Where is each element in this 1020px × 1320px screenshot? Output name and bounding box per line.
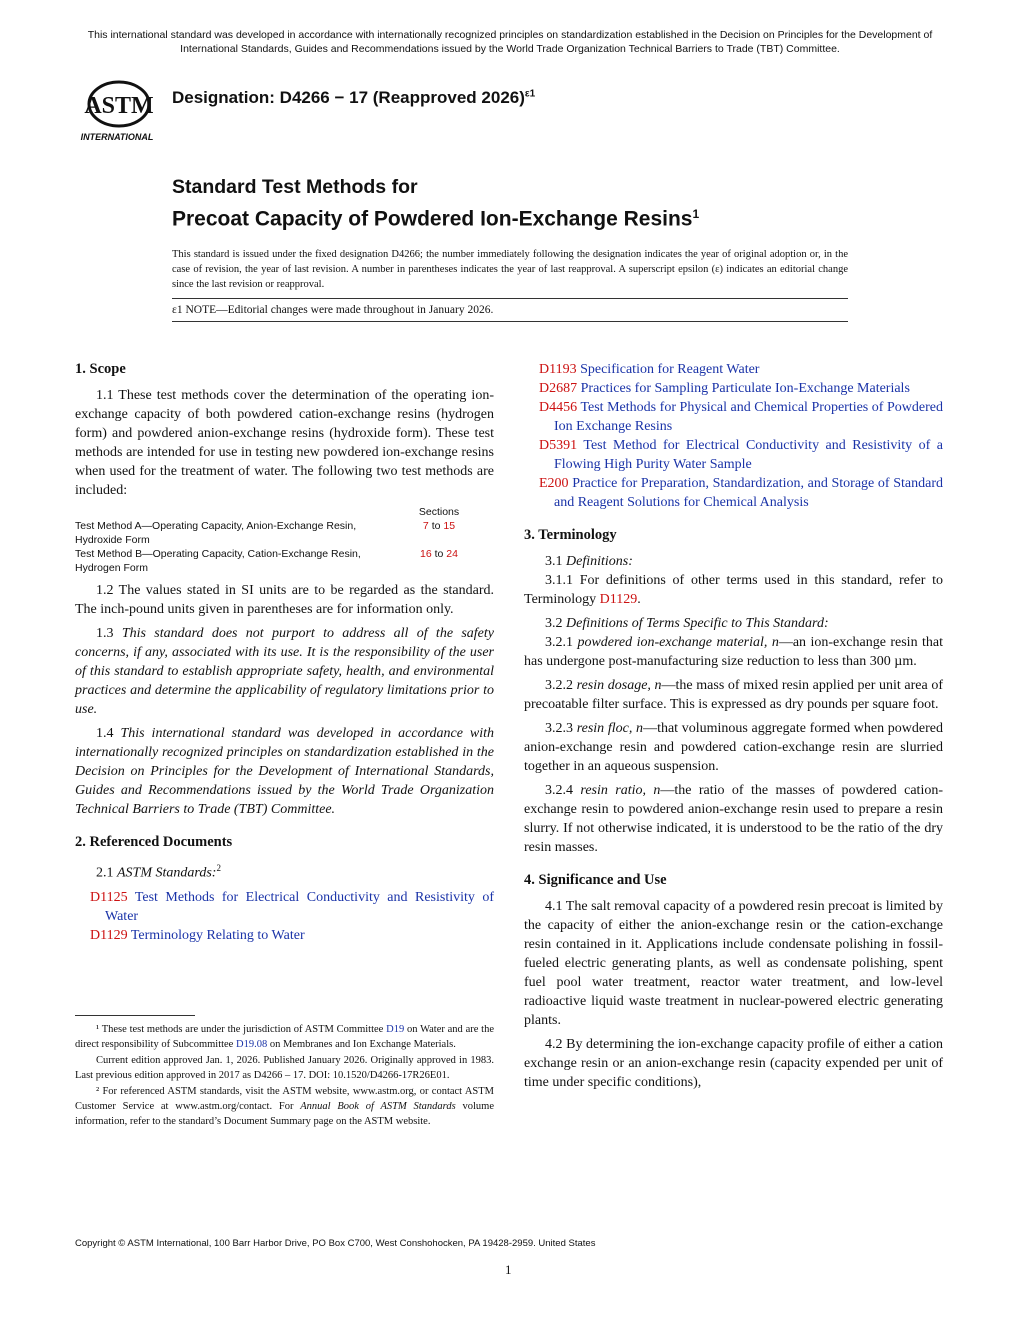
ref-title[interactable]: Specification for Reagent Water — [580, 362, 760, 377]
designation-text: Designation: D4266 − 17 (Reapproved 2026) — [172, 88, 525, 107]
ref-title[interactable]: Test Methods for Electrical Conductivity and Resistivity of Water — [105, 889, 494, 924]
title-line-1: Standard Test Methods for — [172, 176, 418, 198]
astm-international-logo — [72, 80, 162, 146]
ref-item[interactable] — [524, 398, 943, 436]
footnote-mark: 2 — [216, 863, 221, 873]
para-num: 2.1 — [96, 865, 114, 881]
term: resin ratio, n — [580, 783, 661, 798]
copyright: Copyright © ASTM International, 100 Barr Harbor Drive, PO Box C700, West Conshohocken, PA 19428-2959. United States — [75, 1238, 596, 1249]
ref-title[interactable]: Practices for Sampling Particulate Ion-Exchange Materials — [580, 381, 910, 396]
para-num: 3.2 — [545, 616, 563, 631]
section-heading-referenced: 2. Referenced Documents — [75, 834, 233, 850]
page-title — [172, 174, 699, 234]
fn-italic: Annual Book of ASTM Standards — [300, 1101, 456, 1112]
para-text: This standard does not purport to address all of the safety concerns, if any, associated with its use. It is the responsibility of the user of this standard to establish appropriate safety, health, and environmental practices and determine the applicability of regulatory limitations prior to use. — [75, 626, 494, 717]
para-text: Definitions of Terms Specific to This Standard: — [566, 616, 829, 631]
fn-link[interactable]: D19 — [386, 1024, 405, 1035]
designation — [172, 88, 535, 108]
para-num: 3.2.1 — [545, 635, 573, 650]
divider — [172, 321, 848, 322]
title-line-2: Precoat Capacity of Powdered Ion-Exchange Resins — [172, 207, 693, 231]
para-num: 3.1 — [545, 554, 563, 569]
section-heading-terminology: 3. Terminology — [524, 527, 617, 543]
section-link[interactable]: 7 — [422, 520, 429, 532]
definition-3-2-3 — [524, 719, 943, 776]
definition: —that voluminous aggregate formed when powdered anion-exchange resin and powdered cation-exchange resin are slurried together in an aqueous suspension. — [524, 721, 943, 774]
paragraph-1-3 — [75, 624, 494, 719]
para-text: ASTM Standards: — [117, 865, 217, 881]
definition-3-2-2 — [524, 676, 943, 714]
section-heading-scope: 1. Scope — [75, 361, 126, 377]
paragraph-1-4 — [75, 724, 494, 819]
fn-text: volume information, refer to the standard’s Document Summary page on the ASTM website. — [75, 1101, 495, 1127]
epsilon-note: ε1 NOTE—Editorial changes were made throughout in January 2026. — [172, 304, 494, 316]
svg-text:INTERNATIONAL: INTERNATIONAL — [80, 132, 154, 142]
ref-item[interactable] — [524, 360, 943, 379]
paragraph-1-2: 1.2 The values stated in SI units are to be regarded as the standard. The inch-pound units given in parentheses are for information only. — [75, 583, 494, 617]
fn-link[interactable]: D19.08 — [235, 1039, 268, 1050]
title-footnote-mark: 1 — [692, 207, 700, 221]
designation-epsilon: ε1 — [524, 88, 536, 100]
range-word: to — [434, 548, 444, 560]
definition: —the ratio of the masses of powdered cation-exchange resin to powdered anion-exchange resin used to prepare a resin slurry. If not otherwise indicated, it is understood to be the ratio of the dry resin masses. — [524, 783, 943, 855]
ref-title[interactable]: Test Method for Electrical Conductivity and Resistivity of a Flowing High Purity Water Sample — [554, 438, 944, 472]
method-b-label: Test Method B—Operating Capacity, Cation-Exchange Resin, Hydrogen Form — [75, 548, 361, 574]
ref-title[interactable]: Practice for Preparation, Standardization, and Storage of Standard and Reagent Solutions for Chemical Analysis — [554, 476, 943, 510]
term: powdered ion-exchange material, n — [577, 635, 779, 650]
ref-item[interactable] — [75, 926, 494, 945]
ref-code[interactable]: D4456 — [539, 400, 578, 415]
definition-3-2-4 — [524, 781, 943, 857]
section-heading-significance: 4. Significance and Use — [524, 872, 667, 888]
definition: —the mass of mixed resin applied per unit area of precoatable filter surface. This is expressed as dry pounds per square foot. — [524, 678, 943, 712]
term: resin dosage, n — [576, 678, 662, 693]
ref-item[interactable] — [524, 436, 943, 474]
ref-list-left — [75, 888, 494, 945]
fn-text: ² For referenced ASTM standards, visit the ASTM website, www.astm.org, or contact ASTM Customer Service at www.astm.org/contact. For — [75, 1086, 494, 1112]
footnote-1 — [75, 1022, 494, 1052]
para-num: 1.3 — [96, 626, 114, 641]
svg-text:ASTM: ASTM — [84, 93, 154, 119]
divider — [172, 298, 848, 299]
ref-item[interactable] — [524, 474, 943, 512]
para-num: 3.2.4 — [545, 783, 573, 798]
definition: —an ion-exchange resin that has undergone post-manufacturing size reduction to less than 300 µm. — [524, 635, 944, 669]
range-word: to — [431, 520, 441, 532]
header-note: This international standard was developed in accordance with internationally recognized principles on standardization established in the Decision on Principles for the Development of International Standards, Guides and Recommendations issued by the World Trade Organization Technical Barriers to Trade (TBT) Committee. — [87, 29, 933, 55]
ref-code[interactable]: D2687 — [539, 381, 578, 396]
footnote-divider — [75, 1015, 195, 1016]
ref-code[interactable]: D1125 — [90, 889, 128, 905]
paragraph-1-1: 1.1 These test methods cover the determination of the operating ion-exchange capacity of both powdered cation-exchange resins (hydrogen form) and powdered anion-exchange resins (hydroxide form). These test methods are intended for use in testing new powdered ion-exchange resins when used for the treatment of water. The following two test methods are included: — [75, 388, 494, 498]
left-column — [75, 360, 494, 945]
sections-label: Sections — [418, 506, 460, 518]
fn-text: ¹ These test methods are under the jurisdiction of ASTM Committee — [96, 1024, 384, 1035]
paragraph-3-1-1 — [524, 571, 943, 609]
paragraph-4-1: 4.1 The salt removal capacity of a powdered resin precoat is limited by the capacity of either the anion-exchange resin or the cation-exchange resin contained in it. Applications include condensate polishing in fossil-fueled electric generating plants, as well as condensate polishing, spent fuel pool water treatment, reactor water treatment, and low-level radioactive liquid waste treatment in nuclear-powered electric generating plants. — [524, 899, 943, 1028]
ref-code[interactable]: D1193 — [539, 362, 577, 377]
right-column — [524, 360, 943, 1097]
page-number: 1 — [505, 1262, 512, 1277]
para-text: Definitions: — [566, 554, 633, 569]
ref-list-right — [524, 360, 943, 512]
fixed-designation-note: This standard is issued under the fixed designation D4266; the number immediately following the designation indicates the year of original adoption or, in the case of revision, the year of last revision. A number in parentheses indicates the year of last reapproval. A superscript epsilon (ε) indicates an editorial change since the last revision or reapproval. — [172, 249, 848, 290]
para-num: 3.2.2 — [545, 678, 573, 693]
footnote-edition: Current edition approved Jan. 1, 2026. Published January 2026. Originally approved in 1983. Last previous edition approved in 2017 as D4266 – 17. DOI: 10.1520/D4266-17R26E01. — [75, 1055, 494, 1081]
ref-item[interactable] — [524, 379, 943, 398]
para-num: 1.4 — [96, 726, 114, 741]
method-a-label: Test Method A—Operating Capacity, Anion-Exchange Resin, Hydroxide Form — [75, 520, 357, 546]
fn-text: on Water and are the direct responsibility of Subcommittee — [75, 1024, 495, 1050]
ref-title[interactable]: Terminology Relating to Water — [130, 927, 305, 943]
ref-code[interactable]: D1129 — [90, 927, 128, 943]
fn-text: on Membranes and Ion Exchange Materials. — [269, 1039, 456, 1050]
section-link[interactable]: 16 — [420, 548, 432, 560]
para-text: This international standard was developed in accordance with internationally recognized principles on standardization established in the Decision on Principles for the Development of International Standards, Guides and Recommendations issued by the World Trade Organization Technical Barriers to Trade (TBT) Committee. — [75, 726, 495, 817]
section-link[interactable]: 15 — [443, 520, 456, 532]
paragraph-3-1 — [524, 552, 943, 571]
section-link[interactable]: 24 — [446, 548, 458, 560]
ref-link[interactable]: D1129 — [599, 592, 638, 607]
ref-code[interactable]: D5391 — [539, 438, 578, 453]
definition-3-2-1 — [524, 633, 943, 671]
ref-item[interactable] — [75, 888, 494, 926]
paragraph-2-1 — [75, 859, 494, 883]
footnotes — [75, 1022, 494, 1130]
punct: . — [637, 592, 641, 607]
term: resin floc, n — [576, 721, 644, 736]
paragraph-4-2: 4.2 By determining the ion-exchange capacity profile of either a cation exchange resin or an anion-exchange resin (capacity expended per unit of time under specific conditions), — [524, 1037, 943, 1090]
ref-code[interactable]: E200 — [539, 476, 569, 491]
ref-title[interactable]: Test Methods for Physical and Chemical Properties of Powdered Ion Exchange Resins — [554, 400, 944, 434]
para-text: 3.1.1 For definitions of other terms used in this standard, refer to Terminology — [524, 573, 943, 607]
para-num: 3.2.3 — [545, 721, 573, 736]
footnote-2 — [75, 1084, 494, 1129]
sections-table — [75, 505, 494, 575]
paragraph-3-2 — [524, 614, 943, 633]
